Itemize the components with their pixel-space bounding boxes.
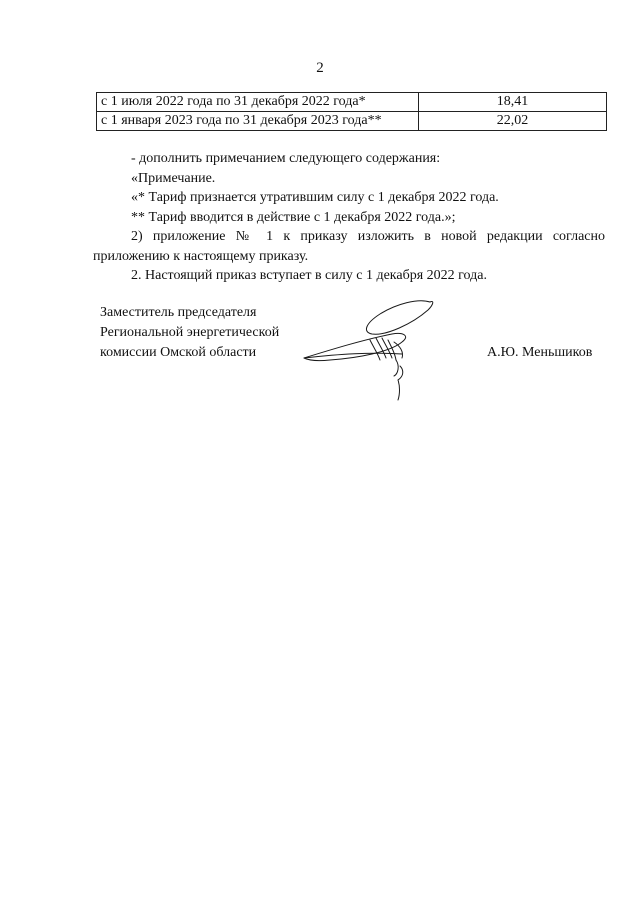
table-row <box>97 93 607 112</box>
note-line-2: ** Тариф вводится в действие с 1 декабря 2022 года.»; <box>131 209 456 225</box>
tariff-table <box>96 92 607 131</box>
signatory-title-line: комиссии Омской области <box>100 345 257 360</box>
signatory-name: А.Ю. Меньшиков <box>487 345 593 360</box>
handwritten-signature <box>300 296 440 406</box>
signatory-title-line: Региональной энергетической <box>100 325 280 340</box>
table-row <box>97 112 607 131</box>
signatory-title <box>100 303 279 363</box>
document-body <box>93 149 605 286</box>
page-number: 2 <box>316 60 324 76</box>
tariff-value-cell: 18,41 <box>419 93 607 112</box>
amendment-intro: - дополнить примечанием следующего содержания: <box>131 151 441 166</box>
signatory-title-line: Заместитель председателя <box>100 305 257 320</box>
effective-date-paragraph: 2. Настоящий приказ вступает в силу с 1 декабря 2022 года. <box>131 268 487 283</box>
tariff-value-cell: 22,02 <box>419 112 607 131</box>
note-heading: «Примечание. <box>131 170 216 186</box>
item-2-continuation: приложению к настоящему приказу. <box>93 248 309 264</box>
tariff-period-cell: с 1 июля 2022 года по 31 декабря 2022 года* <box>97 93 419 112</box>
note-line-1: «* Тариф признается утратившим силу с 1 декабря 2022 года. <box>131 190 499 205</box>
item-2-paragraph: 2) приложение № 1 к приказу изложить в новой редакции согласно <box>131 229 605 244</box>
tariff-period-cell: с 1 января 2023 года по 31 декабря 2023 года** <box>97 112 419 131</box>
